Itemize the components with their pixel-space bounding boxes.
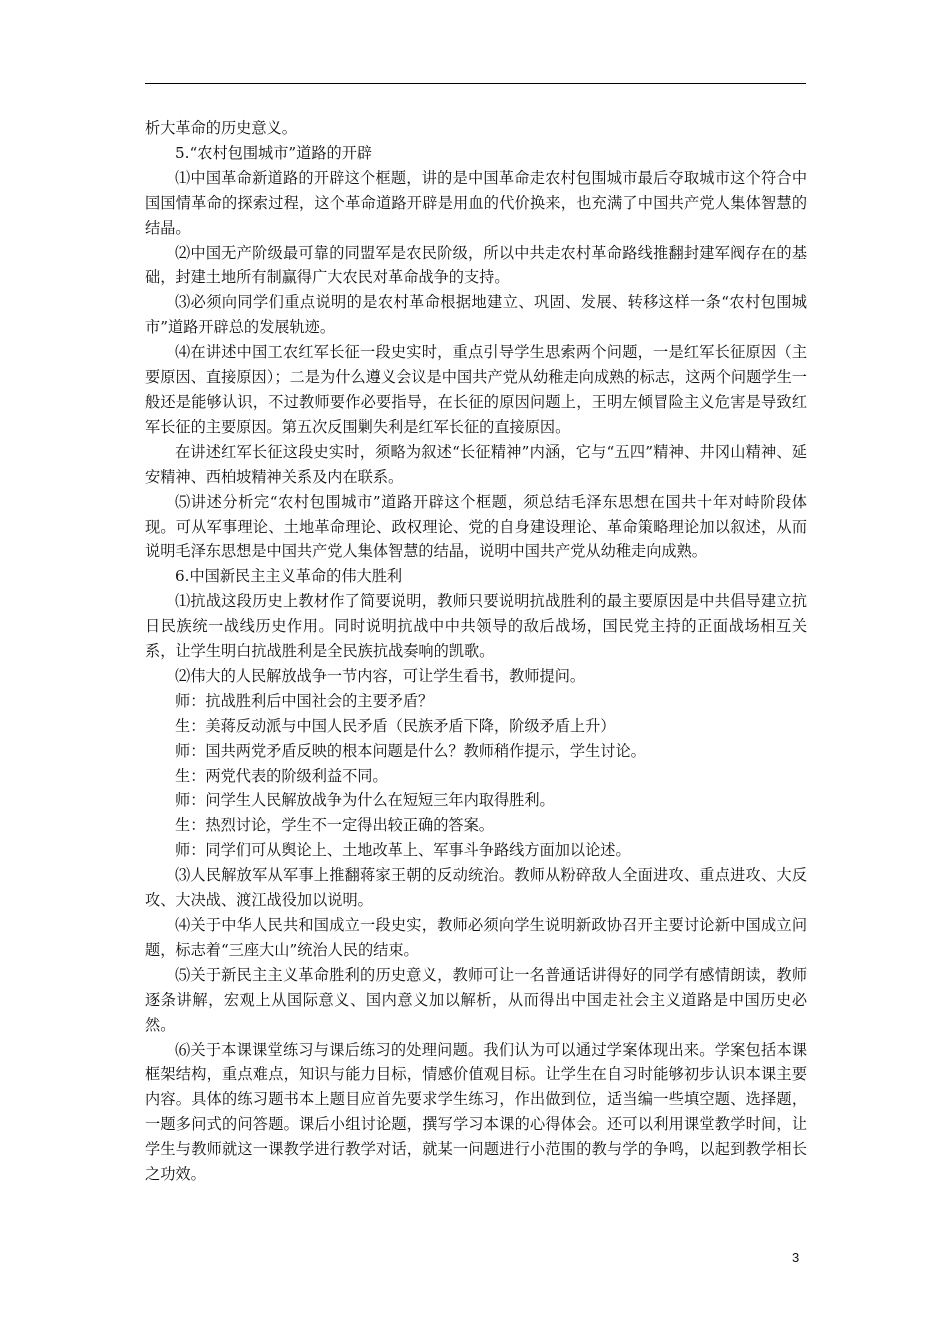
paragraph: ⑵中国无产阶级最可靠的同盟军是农民阶级，所以中共走农村革命路线推翻封建军阀存在的基础，封建土地所有制赢得广大农民对革命战争的支持。 (145, 243, 807, 287)
paragraph: 在讲述红军长征这段史实时，须略为叙述“长征精神”内涵，它与“五四”精神、井冈山精神、延安精神、西柏坡精神关系及内在联系。 (145, 442, 807, 486)
document-body (145, 116, 807, 1187)
paragraph: ⑶人民解放军从军事上推翻蒋家王朝的反动统治。教师从粉碎敌人全面进攻、重点进攻、大反攻、大决战、渡江战役加以说明。 (145, 866, 807, 910)
paragraph: 析大革命的历史意义。 (145, 119, 297, 137)
paragraph: 师：国共两党矛盾反映的根本问题是什么？教师稍作提示，学生讨论。 (175, 741, 646, 760)
paragraph: ⑸讲述分析完“农村包围城市”道路开辟这个框题，须总结毛泽东思想在国共十年对峙阶段体现。可从军事理论、土地革命理论、政权理论、党的自身建设理论、革命策略理论加以叙述，从而说明毛泽东思想是中国共产党人集体智慧的结晶，说明中国共产党从幼稚走向成熟。 (145, 492, 807, 561)
paragraph: ⑵伟大的人民解放战争一节内容，可让学生看书，教师提问。 (175, 666, 586, 685)
page-number: 3 (792, 1250, 800, 1265)
paragraph: 师：问学生人民解放战争为什么在短短三年内取得胜利。 (175, 791, 555, 810)
paragraph: 师：抗战胜利后中国社会的主要矛盾？ (175, 691, 434, 710)
paragraph: ⑸关于新民主主义革命胜利的历史意义，教师可让一名普通话讲得好的同学有感情朗读，教师逐条讲解，宏观上从国际意义、国内意义加以解析，从而得出中国走社会主义道路是中国历史必然。 (145, 965, 807, 1034)
paragraph: ⑷在讲述中国工农红军长征一段史实时，重点引导学生思索两个问题，一是红军长征原因（主要原因、直接原因）；二是为什么遵义会议是中国共产党从幼稚走向成熟的标志，这两个问题学生一般还是能够认识，不过教师要作必要指导，在长征的原因问题上，王明左倾冒险主义危害是导致红军长征的主要原因。第五次反围剿失利是红军长征的直接原因。 (145, 343, 807, 436)
paragraph: ⑹关于本课课堂练习与课后练习的处理问题。我们认为可以通过学案体现出来。学案包括本课框架结构，重点难点，知识与能力目标，情感价值观目标。让学生在自习时能够初步认识本课主要内容。具体的练习题书本上题目应首先要求学生练习，作出做到位，适当编一些填空题、选择题，一题多问式的问答题。课后小组讨论题，撰写学习本课的心得体会。还可以利用课堂教学时间，让学生与教师就这一课教学进行教学对话，就某一问题进行小范围的教与学的争鸣，以起到教学相长之功效。 (145, 1040, 807, 1184)
paragraph: 师：同学们可从舆论上、土地改革上、军事斗争路线方面加以论述。 (175, 841, 631, 860)
paragraph: 生：美蒋反动派与中国人民矛盾（民族矛盾下降，阶级矛盾上升） (175, 716, 616, 735)
paragraph: ⑷关于中华人民共和国成立一段史实，教师必须向学生说明新政协召开主要讨论新中国成立问题，标志着“三座大山”统治人民的结束。 (145, 916, 807, 959)
paragraph: ⑴中国革命新道路的开辟这个框题，讲的是中国革命走农村包围城市最后夺取城市这个符合中国国情革命的探索过程，这个革命道路开辟是用血的代价换来，也充满了中国共产党人集体智慧的结晶。 (145, 168, 807, 237)
paragraph: ⑴抗战这段历史上教材作了简要说明，教师只要说明抗战胜利的最主要原因是中共倡导建立抗日民族统一战线历史作用。同时说明抗战中中共领导的敌后战场，国民党主持的正面战场相互关系，让学生明白抗战胜利是全民族抗战奏响的凯歌。 (145, 592, 807, 661)
paragraph: 生：两党代表的阶级利益不同。 (175, 766, 388, 785)
paragraph: 5.“农村包围城市”道路的开辟 (175, 143, 373, 162)
paragraph: 生：热烈讨论，学生不一定得出较正确的答案。 (175, 816, 494, 835)
header-rule (145, 83, 806, 84)
paragraph: ⑶必须向同学们重点说明的是农村革命根据地建立、巩固、发展、转移这样一条“农村包围城市”道路开辟总的发展轨迹。 (145, 293, 807, 337)
paragraph: 6.中国新民主主义革命的伟大胜利 (175, 567, 403, 586)
